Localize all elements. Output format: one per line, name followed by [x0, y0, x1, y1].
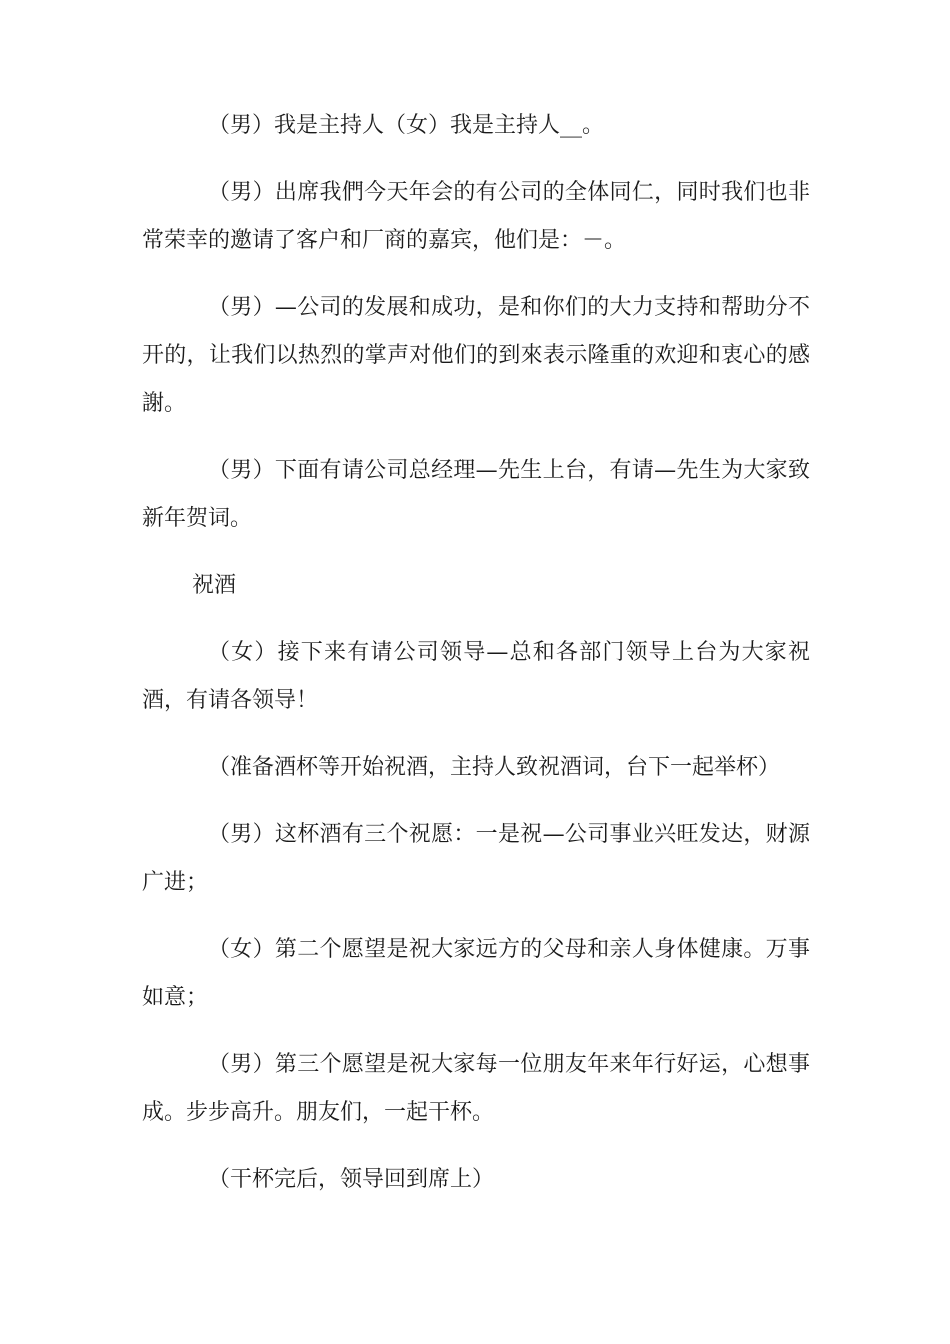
- paragraph-attendees: （男）出席我們今天年会的有公司的全体同仁，同时我们也非常荣幸的邀请了客户和厂商的嘉宾，他们是：－。: [142, 180, 810, 253]
- paragraph-third-wish: （男）第三个愿望是祝大家每一位朋友年来年行好运，心想事成。步步高升。朋友们，一起干杯。: [142, 1052, 810, 1125]
- paragraph-host-intro: （男）我是主持人（女）我是主持人__。: [208, 113, 605, 138]
- paragraph-first-wish: （男）这杯酒有三个祝愿：一是祝—公司事业兴旺发达，财源广进；: [142, 822, 810, 895]
- paragraph-stage-direction-return: （干杯完后，领导回到席上）: [208, 1167, 495, 1192]
- paragraph-stage-direction-prepare: （准备酒杯等开始祝酒，主持人致祝酒词，台下一起举杯）: [208, 755, 781, 780]
- section-heading-toast: 祝酒: [192, 573, 237, 598]
- paragraph-thanks: （男）—公司的发展和成功，是和你们的大力支持和帮助分不开的，让我们以热烈的掌声对他们的到來表示隆重的欢迎和衷心的感謝。: [142, 295, 810, 416]
- document-body: [142, 102, 810, 1204]
- paragraph-gm-speech: （男）下面有请公司总经理—先生上台，有请—先生为大家致新年贺词。: [142, 458, 810, 531]
- paragraph-leaders-toast: （女）接下来有请公司领导—总和各部门领导上台为大家祝酒，有请各领导！: [142, 640, 810, 713]
- paragraph-second-wish: （女）第二个愿望是祝大家远方的父母和亲人身体健康。万事如意；: [142, 937, 810, 1010]
